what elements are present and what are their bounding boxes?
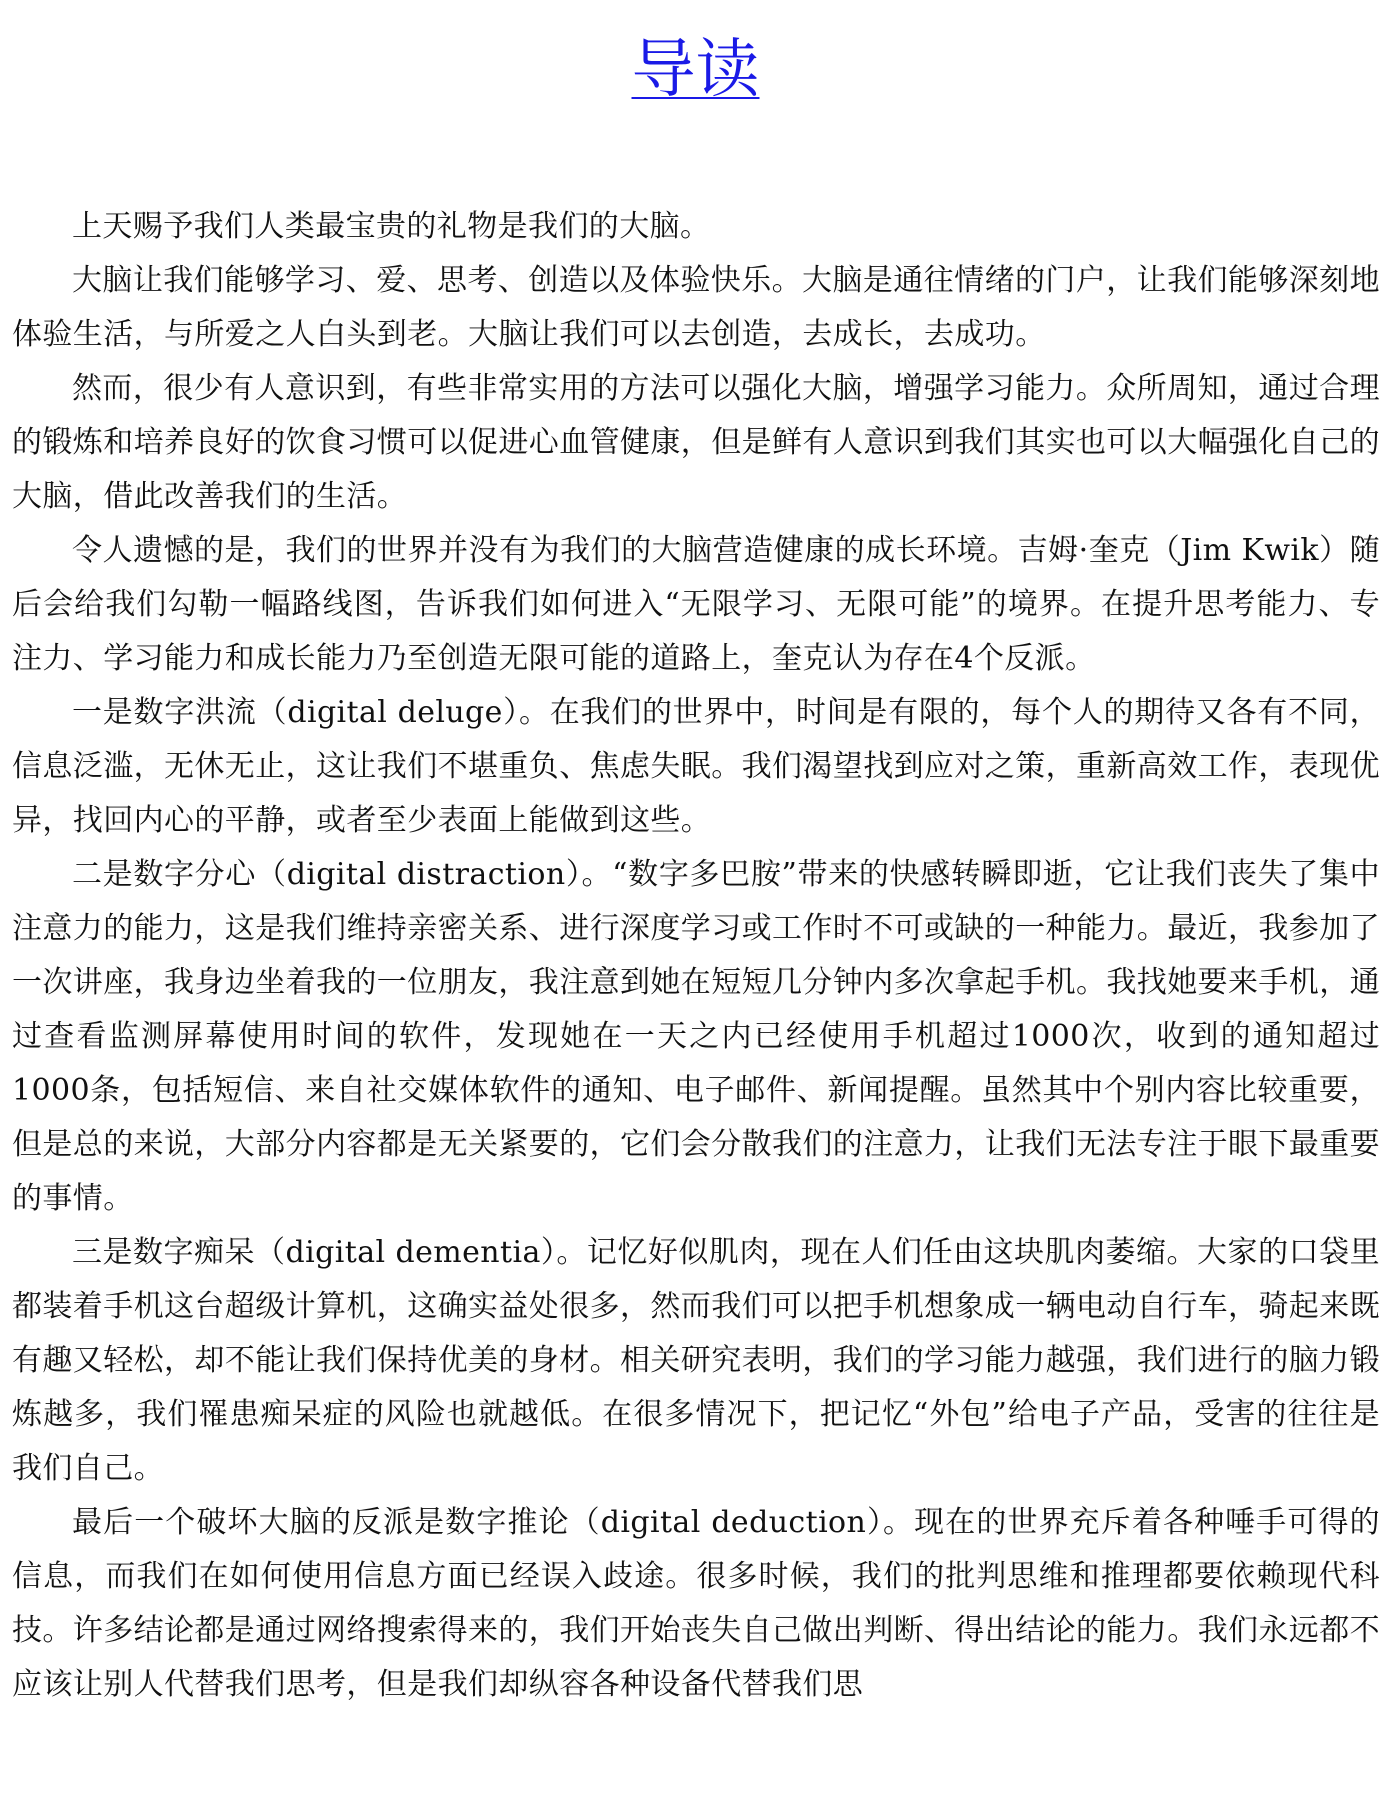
paragraph-8: 最后一个破坏大脑的反派是数字推论（digital deduction）。现在的世界充斥着各种唾手可得的信息，而我们在如何使用信息方面已经误入歧途。很多时候，我们的批判思维和推理都要依赖现代科技。许多结论都是通过网络搜索得来的，我们开始丧失自己做出判断、得出结论的能力。我们永远都不应该让别人代替我们思考，但是我们却纵容各种设备代替我们思 [12,1505,1380,1702]
document-body [12,200,1380,1712]
page-title [0,0,1391,112]
paragraph-7: 三是数字痴呆（digital dementia）。记忆好似肌肉，现在人们任由这块肌肉萎缩。大家的口袋里都装着手机这台超级计算机，这确实益处很多，然而我们可以把手机想象成一辆电动自行车，骑起来既有趣又轻松，却不能让我们保持优美的身材。相关研究表明，我们的学习能力越强，我们进行的脑力锻炼越多，我们罹患痴呆症的风险也就越低。在很多情况下，把记忆“外包”给电子产品，受害的往往是我们自己。 [12,1235,1380,1486]
paragraph-1: 上天赐予我们人类最宝贵的礼物是我们的大脑。 [72,209,711,244]
title-link[interactable]: 导读 [631,33,760,107]
paragraph-4: 令人遗憾的是，我们的世界并没有为我们的大脑营造健康的成长环境。吉姆·奎克（Jim Kwik）随后会给我们勾勒一幅路线图，告诉我们如何进入“无限学习、无限可能”的境界。在提升思考能力、专注力、学习能力和成长能力乃至创造无限可能的道路上，奎克认为存在4个反派。 [12,533,1380,676]
paragraph-3: 然而，很少有人意识到，有些非常实用的方法可以强化大脑，增强学习能力。众所周知，通过合理的锻炼和培养良好的饮食习惯可以促进心血管健康，但是鲜有人意识到我们其实也可以大幅强化自己的大脑，借此改善我们的生活。 [12,371,1380,514]
paragraph-5: 一是数字洪流（digital deluge）。在我们的世界中，时间是有限的，每个人的期待又各有不同，信息泛滥，无休无止，这让我们不堪重负、焦虑失眠。我们渴望找到应对之策，重新高效工作，表现优异，找回内心的平静，或者至少表面上能做到这些。 [12,695,1380,838]
paragraph-2: 大脑让我们能够学习、爱、思考、创造以及体验快乐。大脑是通往情绪的门户，让我们能够深刻地体验生活，与所爱之人白头到老。大脑让我们可以去创造，去成长，去成功。 [12,263,1380,352]
paragraph-6: 二是数字分心（digital distraction）。“数字多巴胺”带来的快感转瞬即逝，它让我们丧失了集中注意力的能力，这是我们维持亲密关系、进行深度学习或工作时不可或缺的一种能力。最近，我参加了一次讲座，我身边坐着我的一位朋友，我注意到她在短短几分钟内多次拿起手机。我找她要来手机，通过查看监测屏幕使用时间的软件，发现她在一天之内已经使用手机超过1000次，收到的通知超过1000条，包括短信、来自社交媒体软件的通知、电子邮件、新闻提醒。虽然其中个别内容比较重要，但是总的来说，大部分内容都是无关紧要的，它们会分散我们的注意力，让我们无法专注于眼下最重要的事情。 [12,857,1380,1216]
